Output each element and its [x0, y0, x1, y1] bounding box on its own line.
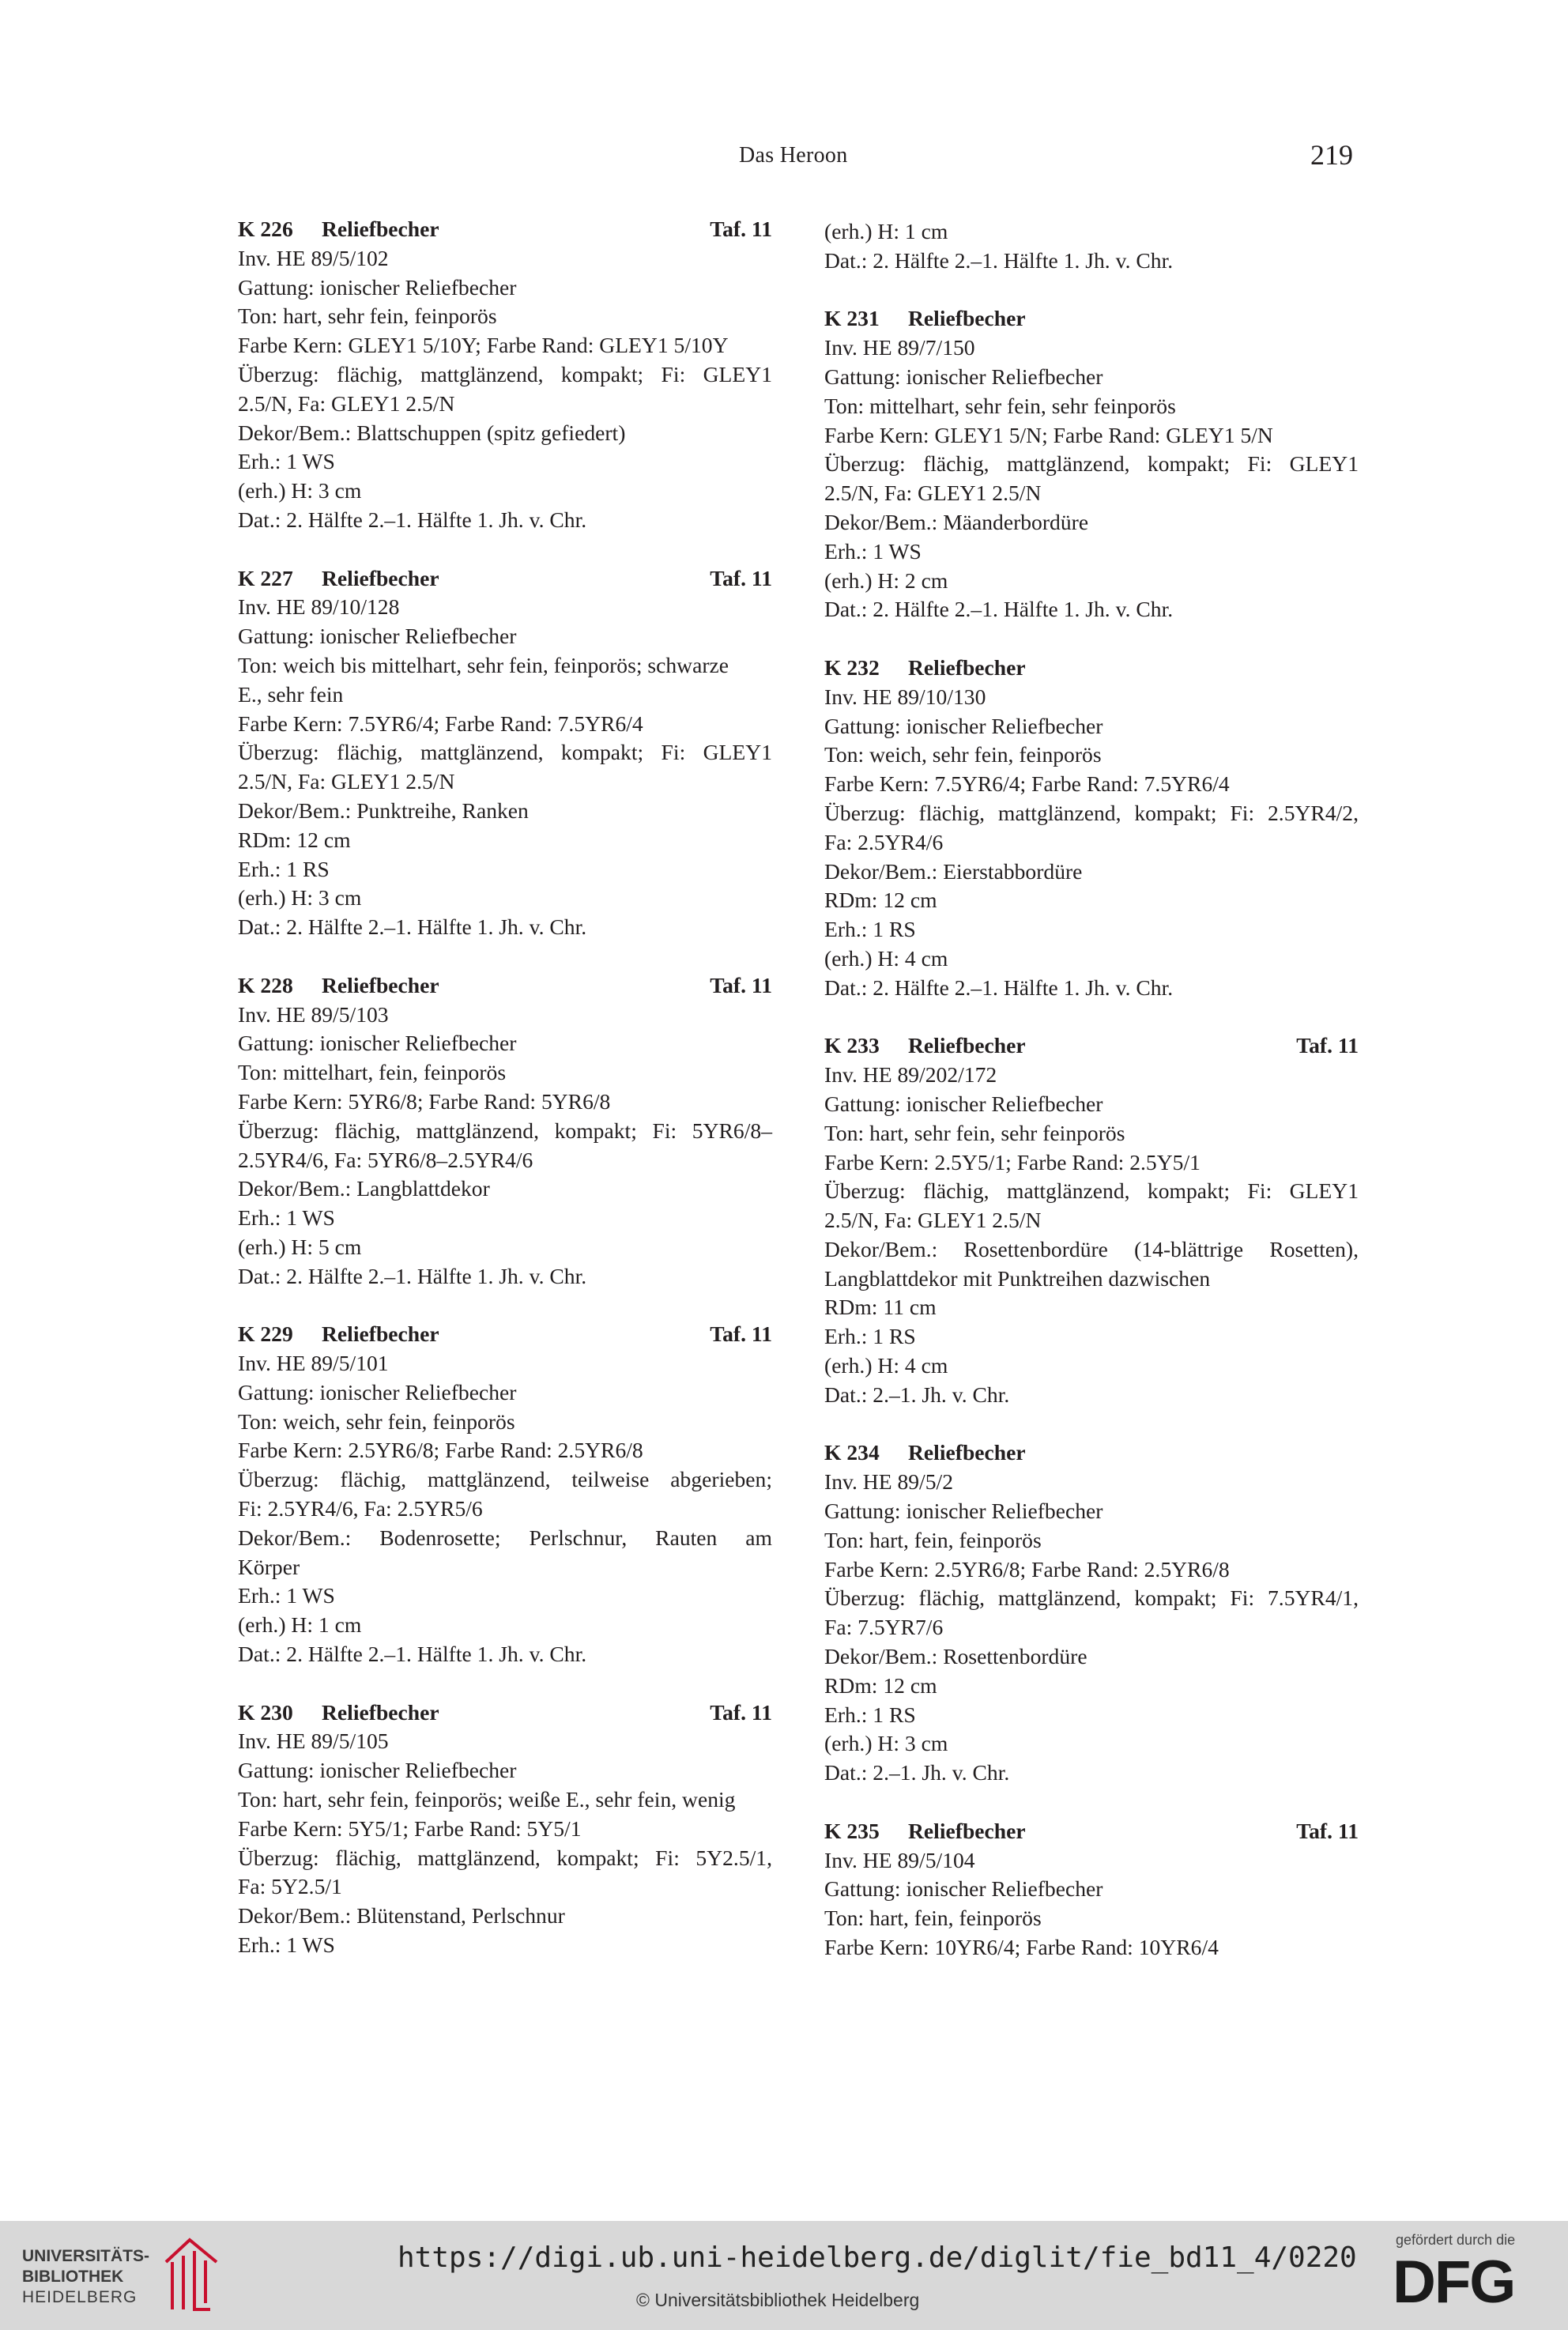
entry-line: Dat.: 2.–1. Jh. v. Chr.	[824, 1760, 1010, 1785]
entry-line: Farbe Kern: 10YR6/4; Farbe Rand: 10YR6/4	[824, 1935, 1219, 1960]
entry-line: Ton: hart, sehr fein, feinporös	[238, 304, 497, 329]
entry-line: RDm: 12 cm	[238, 827, 351, 852]
entry-heading	[824, 1817, 1359, 1846]
plate-reference: Taf. 11	[710, 217, 772, 241]
entry-line: 2.5/N, Fa: GLEY1 2.5/N	[238, 390, 455, 416]
university-library-logo[interactable]	[22, 2246, 149, 2308]
entry-line: Gattung: ionischer Reliefbecher	[238, 1379, 517, 1404]
entry-line: Erh.: 1 RS	[824, 1324, 916, 1349]
left-column	[238, 215, 772, 1989]
plate-reference: Taf. 11	[710, 1321, 772, 1347]
entry-line: (erh.) H: 3 cm	[238, 478, 362, 503]
entry-line: Ton: hart, fein, feinporös	[824, 1527, 1042, 1552]
entry-line: Erh.: 1 RS	[824, 1702, 916, 1727]
entry-heading	[824, 1438, 1359, 1468]
continued-entry	[824, 217, 1359, 276]
entry-line: Ton: hart, fein, feinporös	[824, 1906, 1042, 1931]
entry-line: Inv. HE 89/5/102	[238, 245, 389, 270]
entry-line: Gattung: ionischer Reliefbecher	[238, 624, 517, 649]
entry-line: (erh.) H: 4 cm	[824, 945, 948, 971]
entry-line: Erh.: 1 WS	[238, 1205, 335, 1231]
entry-line: Erh.: 1 RS	[824, 917, 916, 942]
entry-line: Inv. HE 89/5/105	[238, 1729, 389, 1754]
entry-line: Ton: weich, sehr fein, feinporös	[238, 1408, 515, 1434]
entry-line: Dat.: 2.–1. Jh. v. Chr.	[824, 1382, 1010, 1407]
logo-line-3: HEIDELBERG	[22, 2288, 138, 2306]
entry-line: Dekor/Bem.: Bodenrosette; Perlschnur, Rauten am	[238, 1525, 772, 1550]
entry-line: Dekor/Bem.: Langblattdekor	[238, 1176, 490, 1201]
catalog-entry	[238, 1320, 772, 1669]
funder-note: gefördert durch die	[1396, 2232, 1516, 2248]
entry-heading	[824, 1031, 1359, 1061]
plate-reference: Taf. 11	[1296, 1033, 1359, 1058]
entry-line: Ton: weich bis mittelhart, sehr fein, feinporös; schwarze	[238, 652, 729, 677]
right-column	[824, 217, 1359, 1992]
entry-line: Dekor/Bem.: Blattschuppen (spitz gefiedert)	[238, 420, 626, 445]
entry-number: K 231	[824, 306, 880, 331]
entry-line: Langblattdekor mit Punktreihen dazwischen	[824, 1265, 1211, 1291]
entry-line: Gattung: ionischer Reliefbecher	[238, 274, 517, 300]
dfg-logo[interactable]: DFG	[1393, 2249, 1515, 2316]
entry-line: Gattung: ionischer Reliefbecher	[824, 713, 1103, 738]
plate-reference: Taf. 11	[1296, 1818, 1359, 1843]
entry-line: Ton: weich, sehr fein, feinporös	[824, 742, 1102, 767]
entry-line: Ton: mittelhart, fein, feinporös	[238, 1060, 507, 1085]
entry-number: K 233	[824, 1033, 880, 1058]
entry-line: Dekor/Bem.: Mäanderbordüre	[824, 509, 1089, 534]
library-mark-icon	[158, 2230, 221, 2319]
entry-line: Farbe Kern: 2.5YR6/8; Farbe Rand: 2.5YR6/8	[824, 1556, 1230, 1582]
entry-line: Gattung: ionischer Reliefbecher	[238, 1758, 517, 1783]
entry-line: Farbe Kern: 2.5Y5/1; Farbe Rand: 2.5Y5/1	[824, 1149, 1200, 1174]
entry-line: Inv. HE 89/5/104	[824, 1847, 975, 1872]
plate-reference: Taf. 11	[710, 1699, 772, 1725]
entry-line: Inv. HE 89/5/103	[238, 1001, 389, 1027]
running-title: Das Heroon	[739, 143, 848, 168]
entry-line: Überzug: flächig, mattglänzend, kompakt; Fi: 2.5YR4/2,	[824, 800, 1359, 825]
entry-number: K 227	[238, 565, 293, 590]
entry-line: Ton: hart, sehr fein, feinporös; weiße E., sehr fein, wenig	[238, 1787, 736, 1812]
entry-number: K 234	[824, 1440, 880, 1465]
entry-line: Dekor/Bem.: Eierstabbordüre	[824, 858, 1083, 884]
entry-line: Inv. HE 89/202/172	[824, 1062, 997, 1088]
catalog-entry	[824, 1817, 1359, 1962]
catalog-entry	[238, 564, 772, 942]
entry-heading	[238, 971, 772, 1001]
entry-line: Dat.: 2. Hälfte 2.–1. Hälfte 1. Jh. v. Chr.	[824, 247, 1174, 273]
entry-title: Reliefbecher	[322, 972, 439, 997]
catalog-entry	[238, 215, 772, 535]
entry-line: Farbe Kern: 5YR6/8; Farbe Rand: 5YR6/8	[238, 1088, 611, 1114]
entry-line: Fa: 5Y2.5/1	[238, 1874, 342, 1899]
entry-line: Fa: 2.5YR4/6	[824, 829, 944, 854]
entry-line: Farbe Kern: GLEY1 5/N; Farbe Rand: GLEY1 5/N	[824, 422, 1273, 447]
entry-line: Gattung: ionischer Reliefbecher	[824, 1091, 1103, 1116]
entry-line: 2.5/N, Fa: GLEY1 2.5/N	[238, 769, 455, 794]
entry-number: K 230	[238, 1699, 293, 1725]
entry-heading	[238, 564, 772, 594]
catalog-entry	[238, 971, 772, 1291]
plate-reference: Taf. 11	[710, 972, 772, 997]
entry-line: Inv. HE 89/7/150	[824, 335, 975, 360]
page-header	[0, 139, 1568, 178]
entry-number: K 232	[824, 654, 880, 680]
entry-line: Dat.: 2. Hälfte 2.–1. Hälfte 1. Jh. v. Chr.	[238, 507, 587, 532]
entry-line: Überzug: flächig, mattglänzend, kompakt; Fi: 7.5YR4/1,	[824, 1585, 1359, 1611]
catalog-entry	[238, 1698, 772, 1960]
entry-line: Dekor/Bem.: Blütenstand, Perlschnur	[238, 1903, 565, 1928]
entry-title: Reliefbecher	[908, 1818, 1026, 1843]
entry-line: Farbe Kern: 7.5YR6/4; Farbe Rand: 7.5YR6/4	[238, 711, 643, 736]
entry-line: Inv. HE 89/10/128	[238, 594, 400, 620]
entry-line: Inv. HE 89/5/2	[824, 1469, 953, 1495]
entry-number: K 226	[238, 217, 293, 241]
entry-heading	[824, 304, 1359, 334]
entry-line: Ton: mittelhart, sehr fein, sehr feinporös	[824, 393, 1176, 418]
entry-number: K 229	[238, 1321, 293, 1347]
digital-object-url[interactable]: https://digi.ub.uni-heidelberg.de/diglit/fie_bd11_4/0220	[398, 2241, 1357, 2274]
entry-title: Reliefbecher	[322, 217, 439, 241]
entry-line: Erh.: 1 WS	[238, 1932, 335, 1958]
entry-line: Überzug: flächig, mattglänzend, kompakt; Fi: GLEY1	[824, 1178, 1359, 1204]
entry-line: RDm: 11 cm	[824, 1295, 937, 1320]
entry-line: Dat.: 2. Hälfte 2.–1. Hälfte 1. Jh. v. Chr.	[238, 1263, 587, 1288]
entry-line: (erh.) H: 3 cm	[238, 885, 362, 911]
entry-line: Inv. HE 89/5/101	[238, 1351, 389, 1376]
entry-line: Dekor/Bem.: Rosettenbordüre	[824, 1644, 1087, 1669]
entry-heading	[238, 1320, 772, 1349]
catalog-entry	[824, 654, 1359, 1003]
entry-line: E., sehr fein	[238, 681, 344, 707]
entry-line: RDm: 12 cm	[824, 888, 937, 913]
entry-title: Reliefbecher	[908, 1033, 1026, 1058]
entry-line: RDm: 12 cm	[824, 1672, 937, 1698]
entry-line: Farbe Kern: 5Y5/1; Farbe Rand: 5Y5/1	[238, 1815, 582, 1841]
entry-line: (erh.) H: 1 cm	[824, 219, 948, 243]
entry-title: Reliefbecher	[322, 1321, 439, 1347]
entry-line: Gattung: ionischer Reliefbecher	[824, 1499, 1103, 1524]
entry-line: Überzug: flächig, mattglänzend, kompakt; Fi: GLEY1	[238, 361, 772, 386]
entry-line: 2.5/N, Fa: GLEY1 2.5/N	[824, 481, 1042, 506]
entry-number: K 235	[824, 1818, 880, 1843]
entry-title: Reliefbecher	[908, 654, 1026, 680]
entry-line: (erh.) H: 2 cm	[824, 567, 948, 593]
entry-heading	[824, 654, 1359, 683]
entry-line: Dat.: 2. Hälfte 2.–1. Hälfte 1. Jh. v. Chr.	[238, 1642, 587, 1667]
entry-line: Überzug: flächig, mattglänzend, kompakt; Fi: GLEY1	[238, 740, 772, 765]
copyright-notice: © Universitätsbibliothek Heidelberg	[636, 2290, 920, 2310]
entry-title: Reliefbecher	[322, 565, 439, 590]
entry-line: Erh.: 1 WS	[824, 538, 922, 564]
entry-line: Inv. HE 89/10/130	[824, 684, 986, 709]
entry-line: Erh.: 1 WS	[238, 449, 335, 474]
entry-line: Dat.: 2. Hälfte 2.–1. Hälfte 1. Jh. v. Chr.	[824, 975, 1174, 1000]
plate-reference: Taf. 11	[710, 565, 772, 590]
entry-line: Überzug: flächig, mattglänzend, kompakt; Fi: 5Y2.5/1,	[238, 1845, 772, 1870]
entry-line: Gattung: ionischer Reliefbecher	[238, 1031, 517, 1056]
entry-line: (erh.) H: 1 cm	[238, 1612, 362, 1638]
entry-line: Dat.: 2. Hälfte 2.–1. Hälfte 1. Jh. v. Chr.	[238, 914, 587, 940]
entry-line: 2.5YR4/6, Fa: 5YR6/8–2.5YR4/6	[238, 1147, 533, 1172]
page-number: 219	[1310, 139, 1353, 171]
entry-heading	[238, 1698, 772, 1728]
entry-line: Farbe Kern: GLEY1 5/10Y; Farbe Rand: GLEY1 5/10Y	[238, 333, 729, 358]
entry-title: Reliefbecher	[322, 1699, 439, 1725]
entry-line: (erh.) H: 3 cm	[824, 1731, 948, 1756]
entry-title: Reliefbecher	[908, 306, 1026, 331]
entry-line: Dekor/Bem.: Rosettenbordüre (14-blättrige Rosetten),	[824, 1236, 1359, 1261]
entry-line: Gattung: ionischer Reliefbecher	[824, 1876, 1103, 1902]
logo-line-2: BIBLIOTHEK	[22, 2268, 124, 2286]
entry-line: Ton: hart, sehr fein, sehr feinporös	[824, 1120, 1125, 1145]
entry-line: Fa: 7.5YR7/6	[824, 1615, 944, 1640]
entry-line: (erh.) H: 4 cm	[824, 1353, 948, 1378]
entry-line: Fi: 2.5YR4/6, Fa: 2.5YR5/6	[238, 1496, 483, 1521]
entry-heading	[238, 215, 772, 244]
entry-line: Körper	[238, 1554, 300, 1579]
footer-band	[0, 2221, 1568, 2330]
entry-line: Farbe Kern: 2.5YR6/8; Farbe Rand: 2.5YR6/8	[238, 1438, 643, 1463]
logo-line-1: UNIVERSITÄTS-	[22, 2247, 150, 2265]
entry-line: (erh.) H: 5 cm	[238, 1234, 362, 1259]
catalog-entry	[824, 1031, 1359, 1409]
entry-line: Farbe Kern: 7.5YR6/4; Farbe Rand: 7.5YR6/4	[824, 771, 1230, 797]
entry-line: Dekor/Bem.: Punktreihe, Ranken	[238, 797, 529, 823]
entry-line: Überzug: flächig, mattglänzend, kompakt; Fi: 5YR6/8–	[238, 1118, 772, 1143]
entry-line: Erh.: 1 WS	[238, 1583, 335, 1608]
catalog-entry	[824, 1438, 1359, 1788]
entry-number: K 228	[238, 972, 293, 997]
entry-line: Gattung: ionischer Reliefbecher	[824, 364, 1103, 389]
entry-line: Erh.: 1 RS	[238, 856, 330, 881]
entry-line: Überzug: flächig, mattglänzend, kompakt; Fi: GLEY1	[824, 451, 1359, 477]
entry-line: Dat.: 2. Hälfte 2.–1. Hälfte 1. Jh. v. Chr.	[824, 597, 1174, 622]
catalog-entry	[824, 304, 1359, 624]
entry-title: Reliefbecher	[908, 1440, 1026, 1465]
entry-line: Überzug: flächig, mattglänzend, teilweise abgerieben;	[238, 1467, 772, 1492]
entry-line: 2.5/N, Fa: GLEY1 2.5/N	[824, 1208, 1042, 1233]
